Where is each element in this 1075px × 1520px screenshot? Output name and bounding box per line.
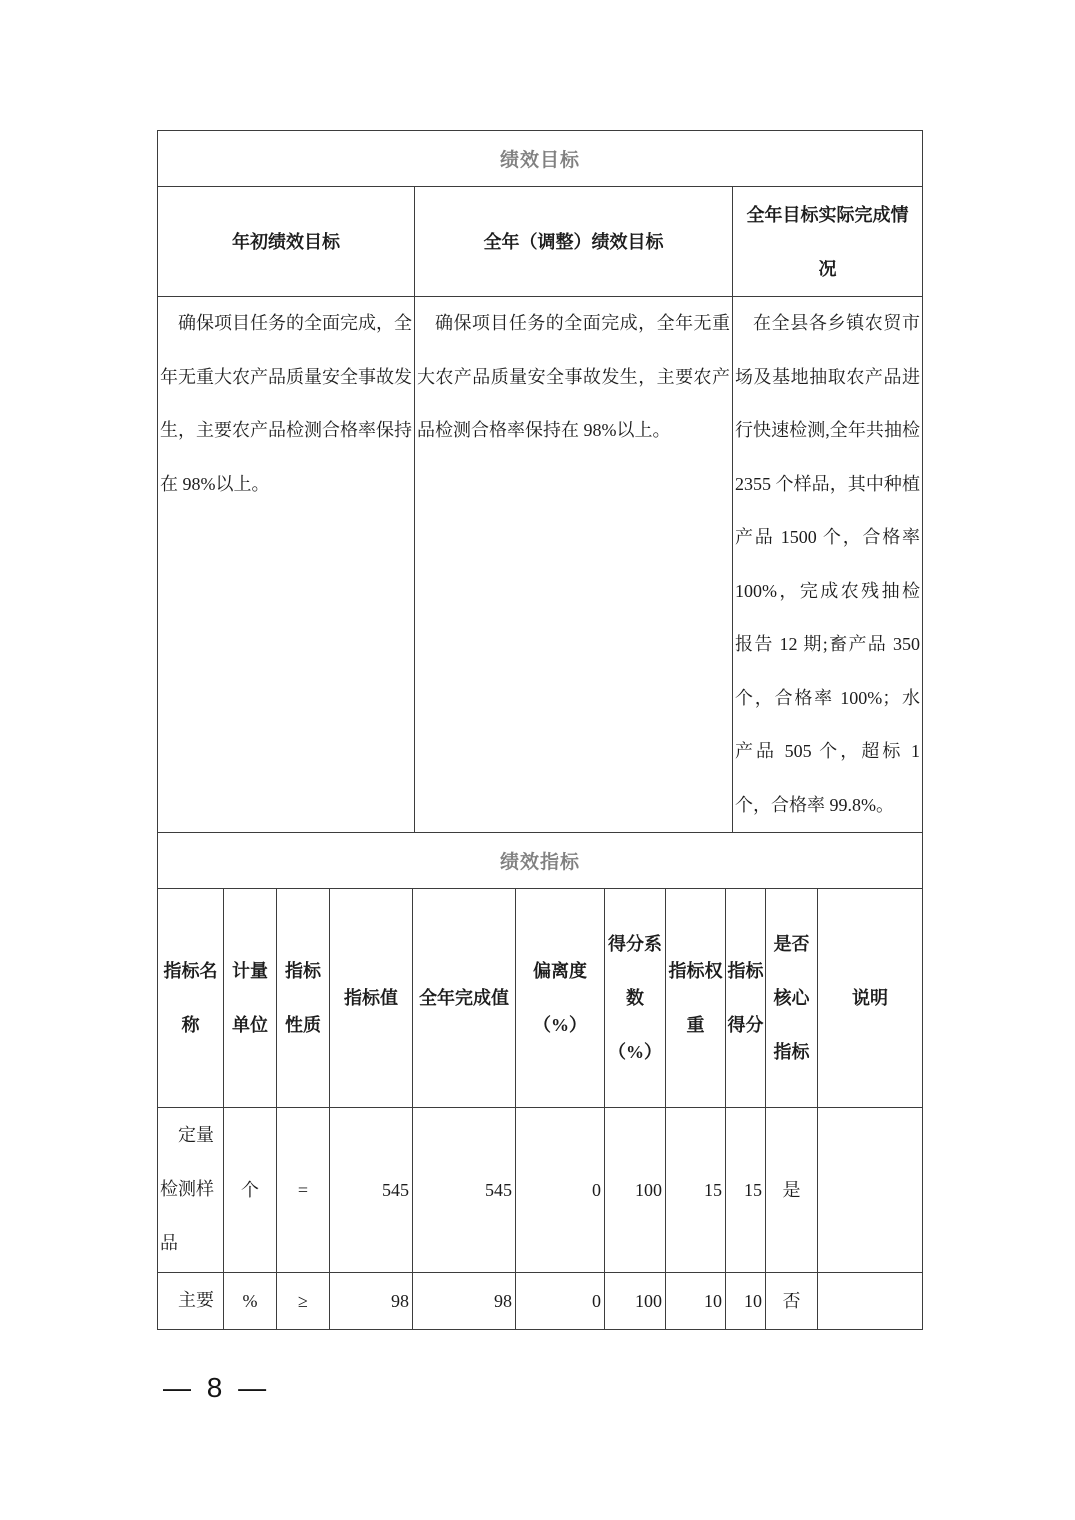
indicator-name: 主要 — [158, 1273, 224, 1330]
col-header-score: 指标得分 — [726, 889, 766, 1108]
col-header-score-coefficient: 得分系数（%） — [605, 889, 666, 1108]
table-row — [158, 1273, 923, 1330]
indicator-score: 10 — [726, 1273, 766, 1330]
col-header-deviation: 偏离度（%） — [516, 889, 605, 1108]
indicator-completed-value: 98 — [413, 1273, 516, 1330]
indicator-weight: 10 — [666, 1273, 726, 1330]
indicator-nature: ≥ — [277, 1273, 330, 1330]
indicator-name: 定量检测样品 — [158, 1108, 224, 1273]
indicator-unit: 个 — [224, 1108, 277, 1273]
indicator-note — [818, 1273, 923, 1330]
actual-completion-text: 在全县各乡镇农贸市场及基地抽取农产品进行快速检测,全年共抽检 2355 个样品，其中种植产品 1500 个，合格率 100%，完成农残抽检报告 12 期;畜产品 350 个，合格率 100%；水产品 505 个，超标 1 个，合格率 99.8%。 — [733, 297, 923, 833]
indicator-note — [818, 1108, 923, 1273]
col-header-target-value: 指标值 — [330, 889, 413, 1108]
indicator-unit: % — [224, 1273, 277, 1330]
initial-target-text: 确保项目任务的全面完成，全年无重大农产品质量安全事故发生，主要农产品检测合格率保持在 98%以上。 — [158, 297, 415, 833]
indicator-nature: = — [277, 1108, 330, 1273]
indicators-section-title: 绩效指标 — [158, 833, 923, 889]
table-row — [158, 1108, 923, 1273]
indicator-deviation: 0 — [516, 1108, 605, 1273]
performance-indicators-table — [157, 832, 923, 1330]
col-header-indicator-name: 指标名称 — [158, 889, 224, 1108]
col-header-initial-target: 年初绩效目标 — [158, 187, 415, 297]
col-header-adjusted-target: 全年（调整）绩效目标 — [415, 187, 733, 297]
indicator-target-value: 98 — [330, 1273, 413, 1330]
col-header-actual-completion: 全年目标实际完成情况 — [733, 187, 923, 297]
performance-targets-table — [157, 130, 923, 833]
indicator-target-value: 545 — [330, 1108, 413, 1273]
col-header-note: 说明 — [818, 889, 923, 1108]
col-header-completed-value: 全年完成值 — [413, 889, 516, 1108]
adjusted-target-text: 确保项目任务的全面完成，全年无重大农产品质量安全事故发生，主要农产品检测合格率保持在 98%以上。 — [415, 297, 733, 833]
col-header-weight: 指标权重 — [666, 889, 726, 1108]
targets-section-title: 绩效目标 — [158, 131, 923, 187]
indicator-score-coefficient: 100 — [605, 1108, 666, 1273]
page-number: — 8 — — [163, 1372, 267, 1403]
col-header-unit: 计量单位 — [224, 889, 277, 1108]
indicator-core-flag: 是 — [766, 1108, 818, 1273]
indicator-completed-value: 545 — [413, 1108, 516, 1273]
col-header-nature: 指标性质 — [277, 889, 330, 1108]
col-header-core-indicator: 是否核心指标 — [766, 889, 818, 1108]
indicator-deviation: 0 — [516, 1273, 605, 1330]
indicator-weight: 15 — [666, 1108, 726, 1273]
performance-report — [157, 130, 922, 1330]
indicator-score: 15 — [726, 1108, 766, 1273]
indicator-core-flag: 否 — [766, 1273, 818, 1330]
indicator-score-coefficient: 100 — [605, 1273, 666, 1330]
